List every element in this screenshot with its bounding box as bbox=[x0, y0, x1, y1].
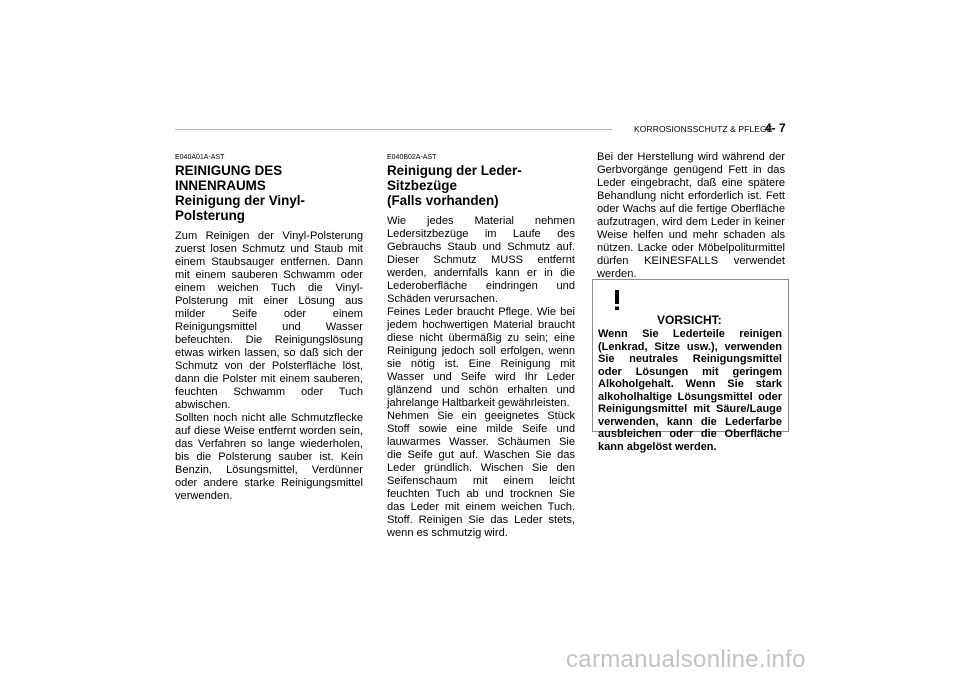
paragraph: Zum Reinigen der Vinyl-Polsterung zuerst losen Schmutz und Staub mit einem Staubsauger entfernen. Dann mit einem sauberen Schwamm oder einem weichen Tuch die Vinyl-Polsterung mit einer Lösung aus milder Seife oder einem Reinigungsmittel und Wasser befeuchten. Die Reinigungslösung etwas wirken lassen, so daß sich der Schmutz von der Polsterfläche löst, dann die Polster mit einem sauberen, feuchten Schwamm oder Tuch abwischen. bbox=[175, 230, 363, 411]
section-body bbox=[597, 151, 785, 281]
section-code: E040A01A-AST bbox=[175, 154, 225, 161]
column-leather-cleaning bbox=[387, 153, 575, 540]
header-section-title: KORROSIONSSCHUTZ & PFLEGE bbox=[634, 124, 773, 134]
exclamation-icon bbox=[605, 289, 629, 311]
paragraph: Nehmen Sie ein geeignetes Stück Stoff sowie eine milde Seife und lauwarmes Wasser. Schäumen Sie die Seife gut auf. Waschen Sie das Leder gründlich. Wischen Sie den Seifenschaum mit einem leicht feuchten Tuch ab und trocknen Sie das Leder mit einem weichen Tuch. Stoff. Reinigen Sie das Leder stets, wenn es schmutzig wird. bbox=[387, 410, 575, 539]
column-leather-care bbox=[597, 151, 785, 281]
paragraph: Wie jedes Material nehmen Ledersitzbezüge im Laufe des Gebrauchs Staub und Schmutz auf. Dieser Schmutz MUSS entfernt werden, andernfalls kann er in die Lederoberfläche eindringen und Schäden verursachen. bbox=[387, 215, 575, 305]
section-subtitle: Reinigung der Vinyl-Polsterung bbox=[175, 193, 305, 223]
caution-title: VORSICHT: bbox=[657, 313, 722, 327]
watermark-text: carmanualsonline.info bbox=[566, 646, 806, 673]
section-title: Reinigung der Leder- Sitzbezüge (Falls vorhanden) bbox=[387, 163, 522, 208]
paragraph: Feines Leder braucht Pflege. Wie bei jedem hochwertigen Material braucht diese nicht übermäßig zu sein; eine Reinigung jedoch soll erfolgen, wenn sie nötig ist. Eine Reinigung mit Wasser und Seife wird Ihr Leder glänzend und schön erhalten und jahrelange Haltbarkeit gewährleisten. bbox=[387, 306, 575, 409]
page-number: 4- 7 bbox=[765, 121, 786, 135]
caution-text: Wenn Sie Lederteile reinigen (Lenkrad, Sitze usw.), verwenden Sie neutrales Reinigungsmittel oder Lösungen mit geringem Alkoholgehalt. Wenn Sie stark alkoholhaltige Lösungsmittel oder Reinigungsmittel mit Säure/Lauge verwenden, kann die Lederfarbe ausbleichen oder die Oberfläche kann abgelöst werden. bbox=[598, 328, 782, 453]
paragraph: Bei der Herstellung wird während der Gerbvorgänge genügend Fett in das Leder eingebracht, daß eine spätere Behandlung nicht erforderlich ist. Fett oder Wachs auf die fertige Oberfläche aufzutragen, wird dem Leder in keiner Weise helfen und mehr schaden als nützen. Lacke oder Möbelpoliturmittel dürfen KEINESFALLS verwendet werden. bbox=[597, 151, 785, 280]
paragraph: Sollten noch nicht alle Schmutzflecke auf diese Weise entfernt worden sein, das Verfahren so lange wiederholen, bis die Polsterung sauber ist. Kein Benzin, Lösungsmittel, Verdünner oder andere starke Reinigungsmittel verwenden. bbox=[175, 412, 363, 502]
caution-box bbox=[592, 279, 789, 453]
section-body bbox=[387, 215, 575, 540]
section-body bbox=[175, 230, 363, 503]
column-vinyl-cleaning bbox=[175, 153, 363, 503]
header-divider bbox=[175, 129, 612, 130]
section-title: REINIGUNG DES INNENRAUMS bbox=[175, 163, 283, 193]
section-code: E040B02A-AST bbox=[387, 154, 437, 161]
